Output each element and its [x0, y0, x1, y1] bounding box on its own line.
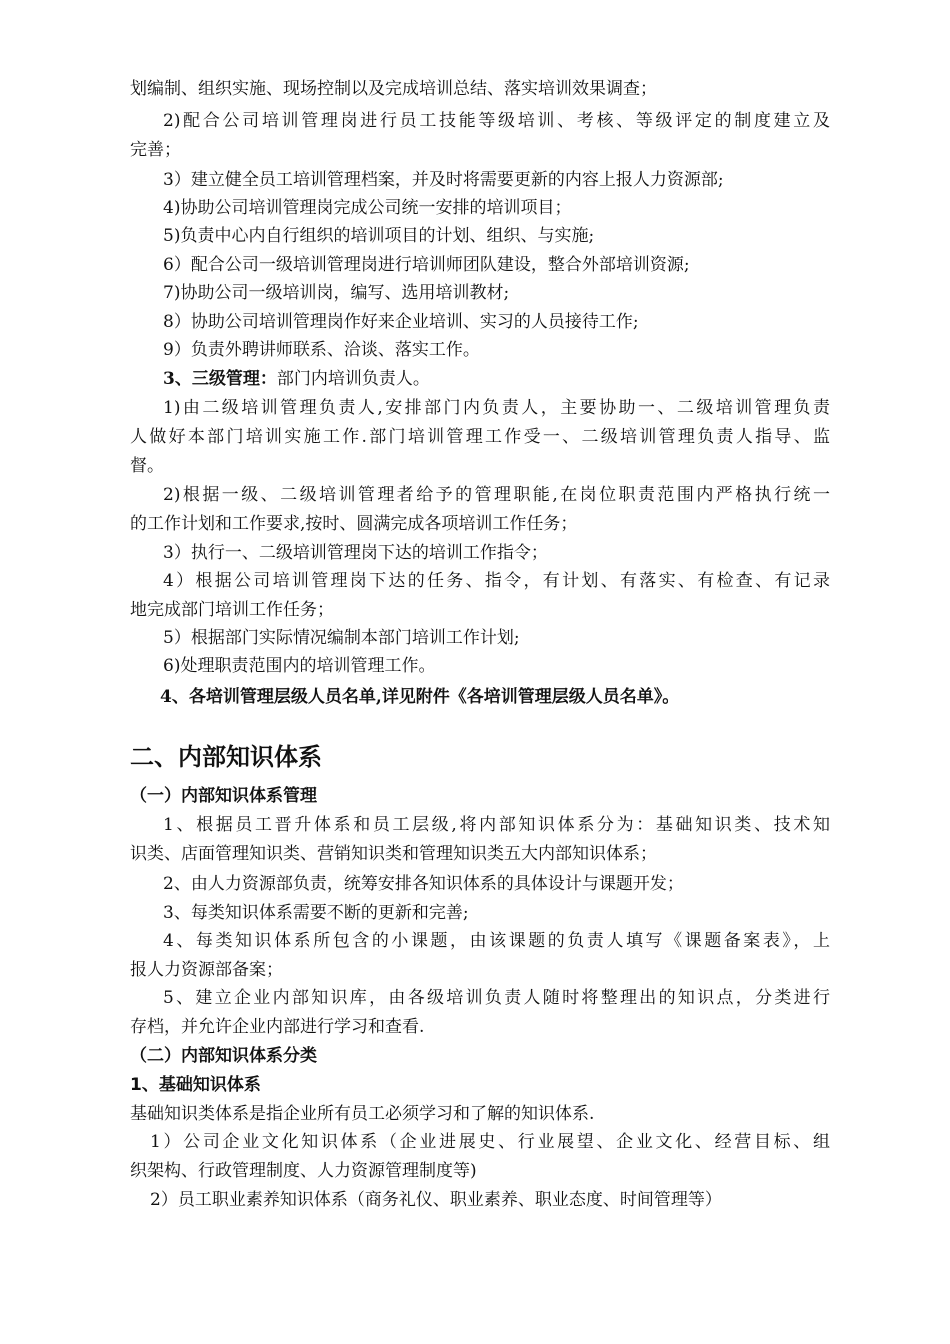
text-line: 2)配合公司培训管理岗进行员工技能等级培训、考核、等级评定的制度建立及 — [163, 111, 830, 131]
text-line: 划编制、组织实施、现场控制以及完成培训总结、落实培训效果调查； — [130, 79, 657, 99]
text-line: 4、各培训管理层级人员名单,详见附件《各培训管理层级人员名单》。 — [160, 687, 680, 707]
text-line: 2、由人力资源部负责，统筹安排各知识体系的具体设计与课题开发； — [163, 874, 684, 894]
subsection-heading: （二）内部知识体系分类 — [130, 1046, 317, 1066]
section-label-three-level: 3、三级管理： — [163, 369, 277, 389]
subsection-heading: （一）内部知识体系管理 — [130, 786, 317, 806]
text-line: 4、每类知识体系所包含的小课题，由该课题的负责人填写《课题备案表》，上 — [163, 931, 830, 951]
text-line — [163, 368, 863, 390]
text-line: 2)根据一级、二级培训管理者给予的管理职能,在岗位职责范围内严格执行统一 — [163, 485, 830, 505]
subsection-heading: 1、基础知识体系 — [130, 1075, 261, 1095]
text-line: 人做好本部门培训实施工作.部门培训管理工作受一、二级培训管理负责人指导、监 — [130, 427, 830, 447]
text-line: 存档，并允许企业内部进行学习和查看. — [130, 1017, 425, 1037]
text-line: 地完成部门培训工作任务； — [130, 600, 334, 620]
text-line: 6)处理职责范围内的培训管理工作。 — [163, 656, 436, 676]
text-line: 7)协助公司一级培训岗，编写、选用培训教材; — [163, 283, 510, 303]
text-line: 5)负责中心内自行组织的培训项目的计划、组织、与实施; — [163, 226, 595, 246]
text-line: 3）执行一、二级培训管理岗下达的培训工作指令； — [163, 543, 548, 563]
text-line: 4)协助公司培训管理岗完成公司统一安排的培训项目； — [163, 198, 572, 218]
text-line: 5、建立企业内部知识库，由各级培训负责人随时将整理出的知识点，分类进行 — [163, 988, 830, 1008]
text-line: 5）根据部门实际情况编制本部门培训工作计划; — [163, 628, 520, 648]
text-span: 部门内培训负责人。 — [276, 369, 430, 389]
text-line: 1）公司企业文化知识体系（企业进展史、行业展望、企业文化、经营目标、组 — [150, 1132, 830, 1152]
text-line: 6）配合公司一级培训管理岗进行培训师团队建设，整合外部培训资源; — [163, 255, 690, 275]
text-line: 督。 — [130, 456, 164, 476]
text-line: 1)由二级培训管理负责人,安排部门内负责人，主要协助一、二级培训管理负责 — [163, 398, 830, 418]
text-line: 3、每类知识体系需要不断的更新和完善; — [163, 903, 469, 923]
text-line: 9）负责外聘讲师联系、洽谈、落实工作。 — [163, 340, 480, 360]
text-line: 报人力资源部备案； — [130, 960, 283, 980]
text-line: 8）协助公司培训管理岗作好来企业培训、实习的人员接待工作; — [163, 312, 639, 332]
text-line: 4）根据公司培训管理岗下达的任务、指令，有计划、有落实、有检查、有记录 — [163, 571, 830, 591]
text-line: 1、根据员工晋升体系和员工层级,将内部知识体系分为：基础知识类、技术知 — [163, 815, 830, 835]
text-line: 识类、店面管理知识类、营销知识类和管理知识类五大内部知识体系； — [130, 844, 657, 864]
text-line: 3）建立健全员工培训管理档案，并及时将需要更新的内容上报人力资源部; — [163, 170, 724, 190]
text-line: 完善； — [130, 140, 181, 160]
text-line: 织架构、行政管理制度、人力资源管理制度等) — [130, 1161, 477, 1181]
section-heading: 二、内部知识体系 — [130, 743, 322, 771]
text-line: 基础知识类体系是指企业所有员工必须学习和了解的知识体系. — [130, 1104, 595, 1124]
text-line: 2）员工职业素养知识体系（商务礼仪、职业素养、职业态度、时间管理等） — [150, 1190, 722, 1210]
text-line: 的工作计划和工作要求,按时、圆满完成各项培训工作任务； — [130, 514, 578, 534]
